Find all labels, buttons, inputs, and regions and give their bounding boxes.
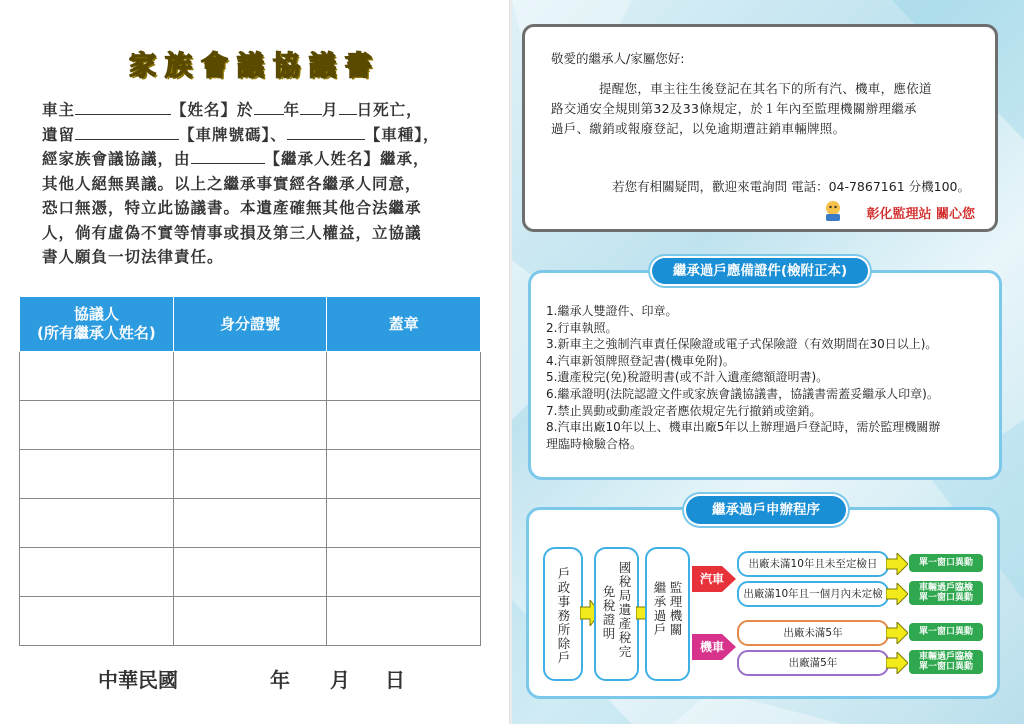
arrow-right-icon (886, 652, 908, 674)
id-number-cell[interactable] (173, 450, 327, 499)
notice-signature: 彰化監理站 關心您 (866, 207, 975, 222)
document-item: 3.新車主之強制汽車責任保險證或電子式保險證（有效期間在30日以上)。 (546, 337, 938, 352)
notice-contact: 若您有相關疑問，歡迎來電詢問 電話：04-7867161 分機100。 (612, 179, 970, 194)
result-line-1: 單一窗口異動 (918, 627, 973, 637)
name-tag: 【姓名】於 (171, 101, 254, 119)
id-number-cell[interactable] (173, 499, 327, 548)
header-signatory (20, 297, 174, 352)
signatory-row (20, 450, 481, 499)
plate-blank[interactable] (75, 125, 179, 140)
signatory-row (20, 352, 481, 401)
seal-cell[interactable] (327, 450, 481, 499)
month-label: 月 (322, 101, 339, 119)
step-dmv-transfer (645, 547, 690, 681)
notice-body (551, 79, 981, 139)
paragraph-line-2 (42, 123, 472, 148)
arrow-right-icon (886, 622, 908, 644)
document-item: 5.遺產稅完(免)稅證明書(或不計入遺產總額證明書)。 (546, 370, 829, 385)
plate-tag: 【車牌號碼】、 (179, 125, 287, 144)
seal-cell[interactable] (327, 352, 481, 401)
documents-list (546, 303, 996, 452)
step2-label-col1: 國稅局遺產稅完 (618, 560, 632, 659)
notice-body-line-1: 提醒您，車主往生後登記在其名下的所有汽、機車，應依道 (599, 81, 932, 96)
notice-body-line-2: 路交通安全規則第32及33條規定，於１年內至監理機關辦理繼承 (551, 101, 917, 116)
signatory-name-cell[interactable] (20, 548, 174, 597)
step1-label: 戶政事務所除戶 (557, 566, 571, 665)
owner-name-blank[interactable] (75, 100, 171, 115)
agreement-page (0, 0, 510, 724)
result-badge (909, 581, 983, 605)
signatory-name-cell[interactable] (20, 450, 174, 499)
month-blank[interactable] (300, 100, 322, 115)
seal-cell[interactable] (327, 597, 481, 646)
result-line-1: 單一窗口異動 (918, 558, 973, 568)
signatory-row (20, 548, 481, 597)
era-label: 中華民國 (98, 668, 178, 692)
death-label: 日死亡， (356, 101, 423, 119)
id-number-cell[interactable] (173, 548, 327, 597)
vehicle-type-blank[interactable] (287, 125, 365, 140)
seal-cell[interactable] (327, 499, 481, 548)
signatory-rows (20, 352, 481, 646)
id-number-cell[interactable] (173, 352, 327, 401)
procedure-title: 繼承過戶申辦程序 (686, 496, 846, 524)
document-item: 理臨時檢驗合格。 (546, 436, 643, 451)
result-line-2: 單一窗口異動 (918, 593, 973, 603)
signatory-name-cell[interactable] (20, 499, 174, 548)
car-tag-label: 汽車 (699, 572, 724, 586)
date-day-label: 日 (385, 668, 405, 692)
step3-label-col2: 繼承過戶 (653, 580, 667, 637)
seal-cell[interactable] (327, 548, 481, 597)
document-item: 6.繼承證明(法院認證文件或家族會議協議書，協議書需蓋妥繼承人印章)。 (546, 386, 939, 401)
document-item: 4.汽車新領牌照登記書(機車免附)。 (546, 353, 735, 368)
moto-tag-label: 機車 (699, 640, 724, 654)
documents-title: 繼承過戶應備證件(檢附正本) (652, 258, 868, 284)
result-badge (909, 554, 983, 572)
agreement-paragraph (42, 98, 472, 270)
header-signatory-line1: 協議人 (73, 305, 119, 323)
seal-cell[interactable] (327, 401, 481, 450)
id-number-cell[interactable] (173, 597, 327, 646)
document-item: 1.繼承人雙證件、印章。 (546, 304, 678, 318)
step-estate-tax-certificate (594, 547, 639, 681)
signatory-name-cell[interactable] (20, 352, 174, 401)
paragraph-line-5: 恐口無憑，特立此協議書。本遺產確無其他合法繼承 (42, 199, 422, 217)
id-number-cell[interactable] (173, 401, 327, 450)
result-line-1: 車輛過戶臨檢 (918, 652, 973, 662)
notice-box (522, 24, 998, 232)
date-month-label: 月 (330, 668, 350, 692)
result-line-1: 車輛過戶臨檢 (918, 583, 973, 593)
paragraph-line-3 (42, 147, 472, 172)
condition-box: 出廠滿5年 (737, 650, 889, 676)
heir-name-blank[interactable] (191, 149, 265, 164)
notice-greeting: 敬愛的繼承人/家屬您好: (551, 51, 685, 66)
result-badge (909, 650, 983, 674)
header-signatory-line2: (所有繼承人姓名) (36, 324, 156, 342)
signatory-table (19, 296, 481, 646)
agreement-title: 家族會議協議書 (129, 51, 381, 82)
owner-label: 車主 (42, 101, 76, 119)
paragraph-line-1 (42, 98, 472, 123)
condition-box: 出廠未滿5年 (737, 620, 889, 646)
vehicle-type-tag: 【車種】， (364, 125, 440, 144)
condition-box: 出廠滿10年且一個月內未定檢 (737, 581, 889, 607)
arrow-right-icon (886, 583, 908, 605)
day-blank[interactable] (339, 100, 357, 115)
header-seal: 蓋章 (327, 297, 481, 352)
condition-box: 出廠未滿10年且未至定檢日 (737, 551, 889, 577)
signatory-row (20, 597, 481, 646)
signatory-row (20, 499, 481, 548)
signatory-row (20, 401, 481, 450)
signatory-name-cell[interactable] (20, 401, 174, 450)
year-blank[interactable] (254, 100, 284, 115)
result-badge (909, 623, 983, 641)
step-household-deregistration (543, 547, 583, 681)
document-item: 7.禁止異動或動產設定者應依規定先行撤銷或塗銷。 (546, 403, 822, 418)
arrow-right-icon (886, 553, 908, 575)
step3-label-col1: 監理機關 (669, 580, 683, 637)
result-line-2: 單一窗口異動 (918, 662, 973, 672)
leave-label: 遺留 (42, 125, 76, 144)
date-year-label: 年 (270, 668, 290, 692)
signatory-name-cell[interactable] (20, 597, 174, 646)
step2-label-col2: 免稅證明 (602, 584, 616, 641)
document-item: 8.汽車出廠10年以上、機車出廠5年以上辦理過戶登記時，需於監理機關辦 (546, 420, 941, 435)
document-item: 2.行車執照。 (546, 320, 618, 335)
header-id-number: 身分證號 (173, 297, 327, 352)
paragraph-line-4: 其他人絕無異議。以上之繼承事實經各繼承人同意， (42, 174, 422, 193)
heir-tag: 【繼承人姓名】繼承， (264, 150, 430, 168)
year-label: 年 (283, 101, 301, 119)
paragraph-line-7: 書人願負一切法律責任。 (42, 248, 224, 266)
notice-body-line-3: 過戶、繳銷或報廢登記，以免逾期遭註銷車輛牌照。 (551, 121, 846, 136)
paragraph-line-6: 人，倘有虛偽不實等情事或損及第三人權益，立協議 (42, 223, 422, 242)
meeting-text: 經家族會議協議，由 (42, 150, 191, 168)
